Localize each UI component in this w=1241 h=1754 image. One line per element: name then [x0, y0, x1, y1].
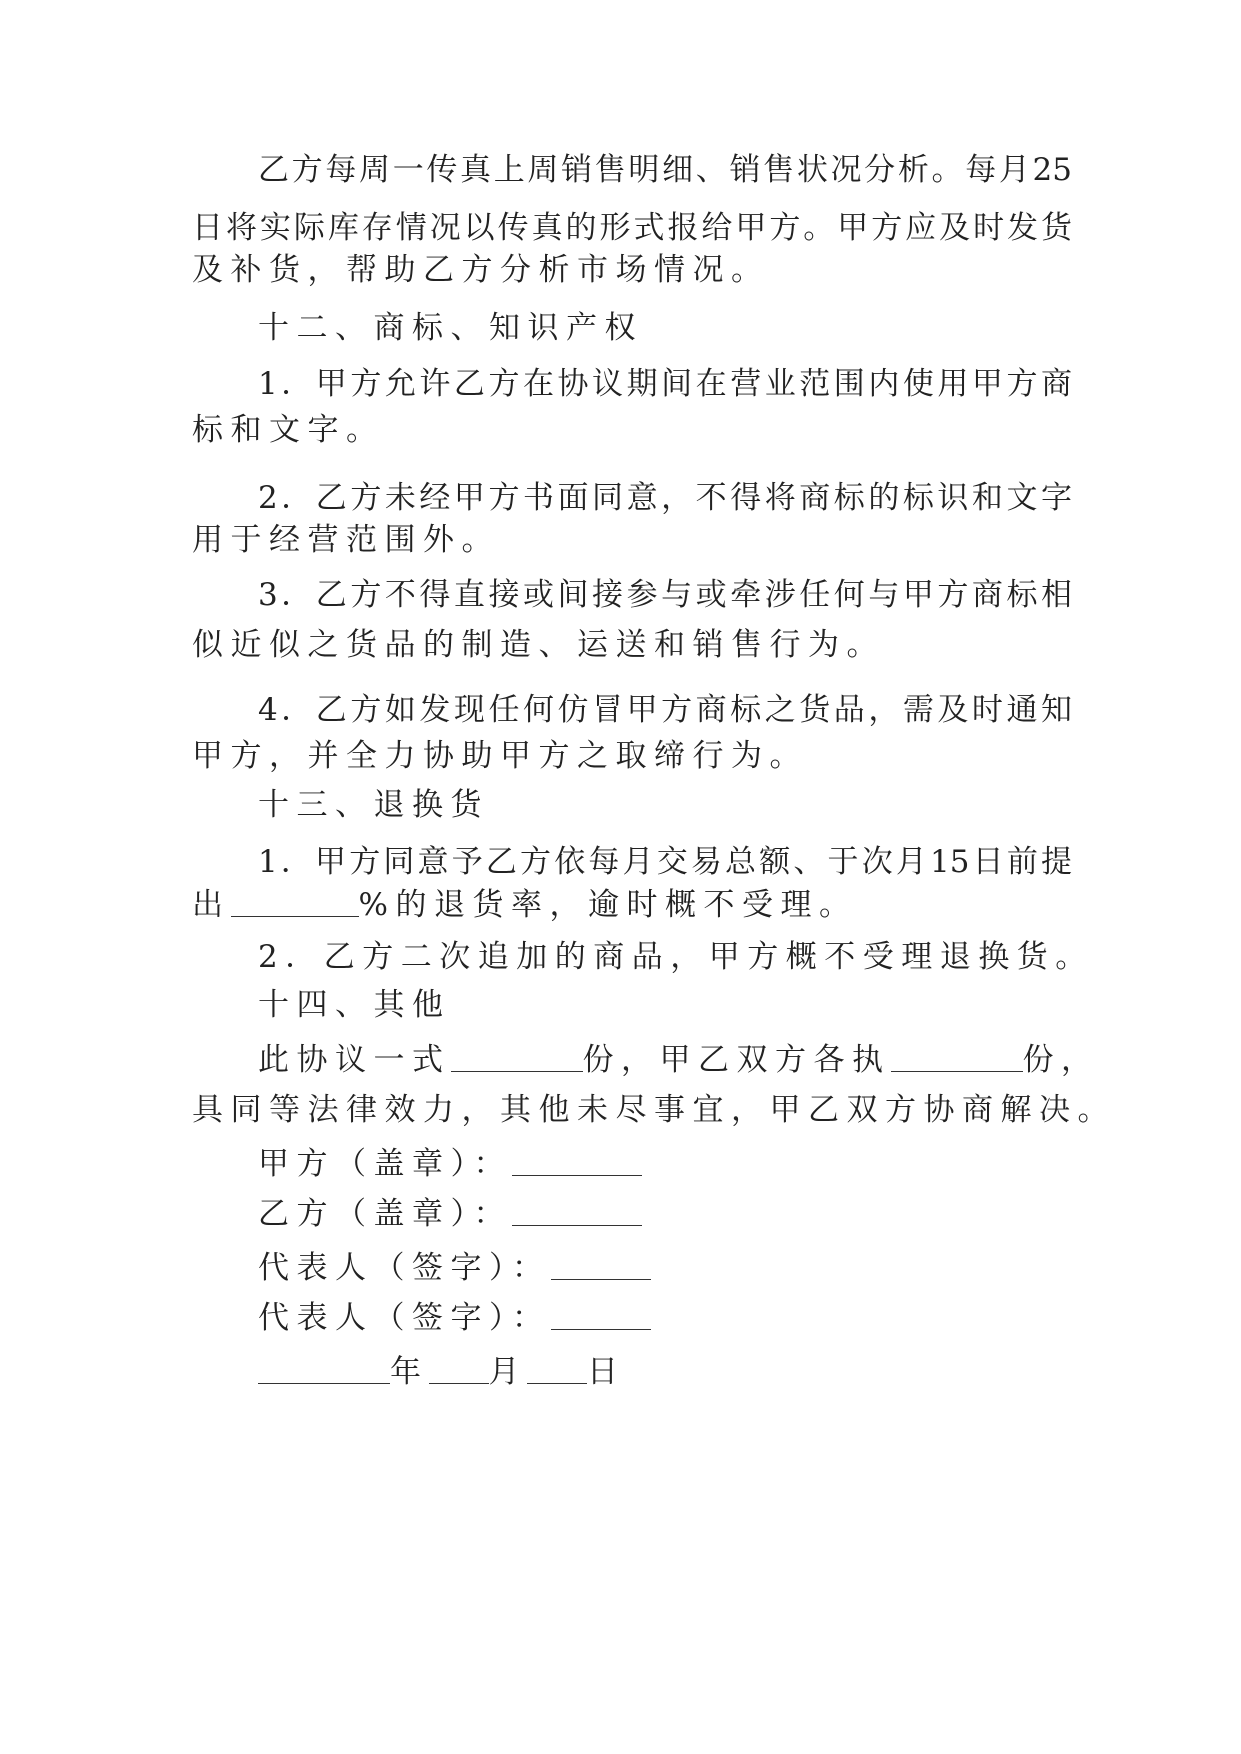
blank-line: [551, 1299, 651, 1330]
text: 份，甲乙双方各执: [582, 1042, 891, 1078]
paragraph-line: 及补货，帮助乙方分析市场情况。: [192, 252, 770, 288]
text: 年: [390, 1354, 429, 1390]
paragraph-line: [258, 150, 1072, 190]
blank-line: [527, 1353, 587, 1384]
paragraph-line: 标和文字。: [192, 412, 385, 448]
text: 1．甲方同意予乙方依每月交易总额、于次月15日前提: [258, 844, 1072, 880]
paragraph-line: 具同等法律效力，其他未尽事宜，甲乙双方协商解决。: [192, 1092, 1116, 1128]
paragraph-line: 用于经营范围外。: [192, 522, 500, 558]
text: 代表人（签字）：: [258, 1300, 551, 1336]
text: 乙方每周一传真上周销售明细、销售状况分析。每月25: [258, 152, 1072, 188]
signature-line: [258, 1194, 1138, 1234]
section-heading: 十四、其他: [258, 987, 451, 1023]
paragraph-line: 似近似之货品的制造、运送和销售行为。: [192, 627, 885, 663]
date-line: [258, 1352, 1138, 1392]
signature-line: [258, 1298, 1138, 1338]
blank-line: [429, 1353, 489, 1384]
text: 月: [488, 1354, 527, 1390]
paragraph-line: 甲方，并全力协助甲方之取缔行为。: [192, 738, 808, 774]
paragraph-line: [258, 842, 1072, 882]
text: 出: [192, 887, 231, 923]
text: 日将实际库存情况以传真的形式报给甲方。甲方应及时发货: [192, 210, 1072, 246]
text: 3．乙方不得直接或间接参与或牵涉任何与甲方商标相: [258, 577, 1072, 613]
blank-line: [551, 1249, 651, 1280]
text: 2．乙方未经甲方书面同意，不得将商标的标识和文字: [258, 480, 1072, 516]
text: 份，: [1022, 1042, 1100, 1078]
signature-line: [258, 1248, 1138, 1288]
blank-line: [451, 1041, 583, 1072]
paragraph-line: [192, 208, 1072, 248]
text: 此协议一式: [258, 1042, 451, 1078]
paragraph-line: [258, 478, 1072, 518]
blank-line: [891, 1041, 1023, 1072]
text: 乙方（盖章）：: [258, 1196, 512, 1232]
paragraph-line: [192, 885, 1072, 925]
text: 1．甲方允许乙方在协议期间在营业范围内使用甲方商: [258, 366, 1072, 402]
text: 日: [587, 1354, 626, 1390]
paragraph-line: [258, 364, 1072, 404]
signature-line: [258, 1144, 1138, 1184]
paragraph-line: [258, 1040, 1100, 1080]
blank-line: [512, 1195, 642, 1226]
text: 甲方（盖章）：: [258, 1146, 512, 1182]
section-heading: 十三、退换货: [258, 787, 489, 823]
text: 4．乙方如发现任何仿冒甲方商标之货品，需及时通知: [258, 692, 1072, 728]
section-heading: 十二、商标、知识产权: [258, 310, 643, 346]
text: %的退货率，逾时概不受理。: [358, 887, 858, 923]
blank-line: [258, 1353, 390, 1384]
blank-line: [231, 886, 359, 917]
paragraph-line: [258, 690, 1072, 730]
paragraph-line: [258, 575, 1072, 615]
paragraph-line: 2．乙方二次追加的商品，甲方概不受理退换货。: [258, 939, 1094, 975]
text: 代表人（签字）：: [258, 1250, 551, 1286]
blank-line: [512, 1145, 642, 1176]
